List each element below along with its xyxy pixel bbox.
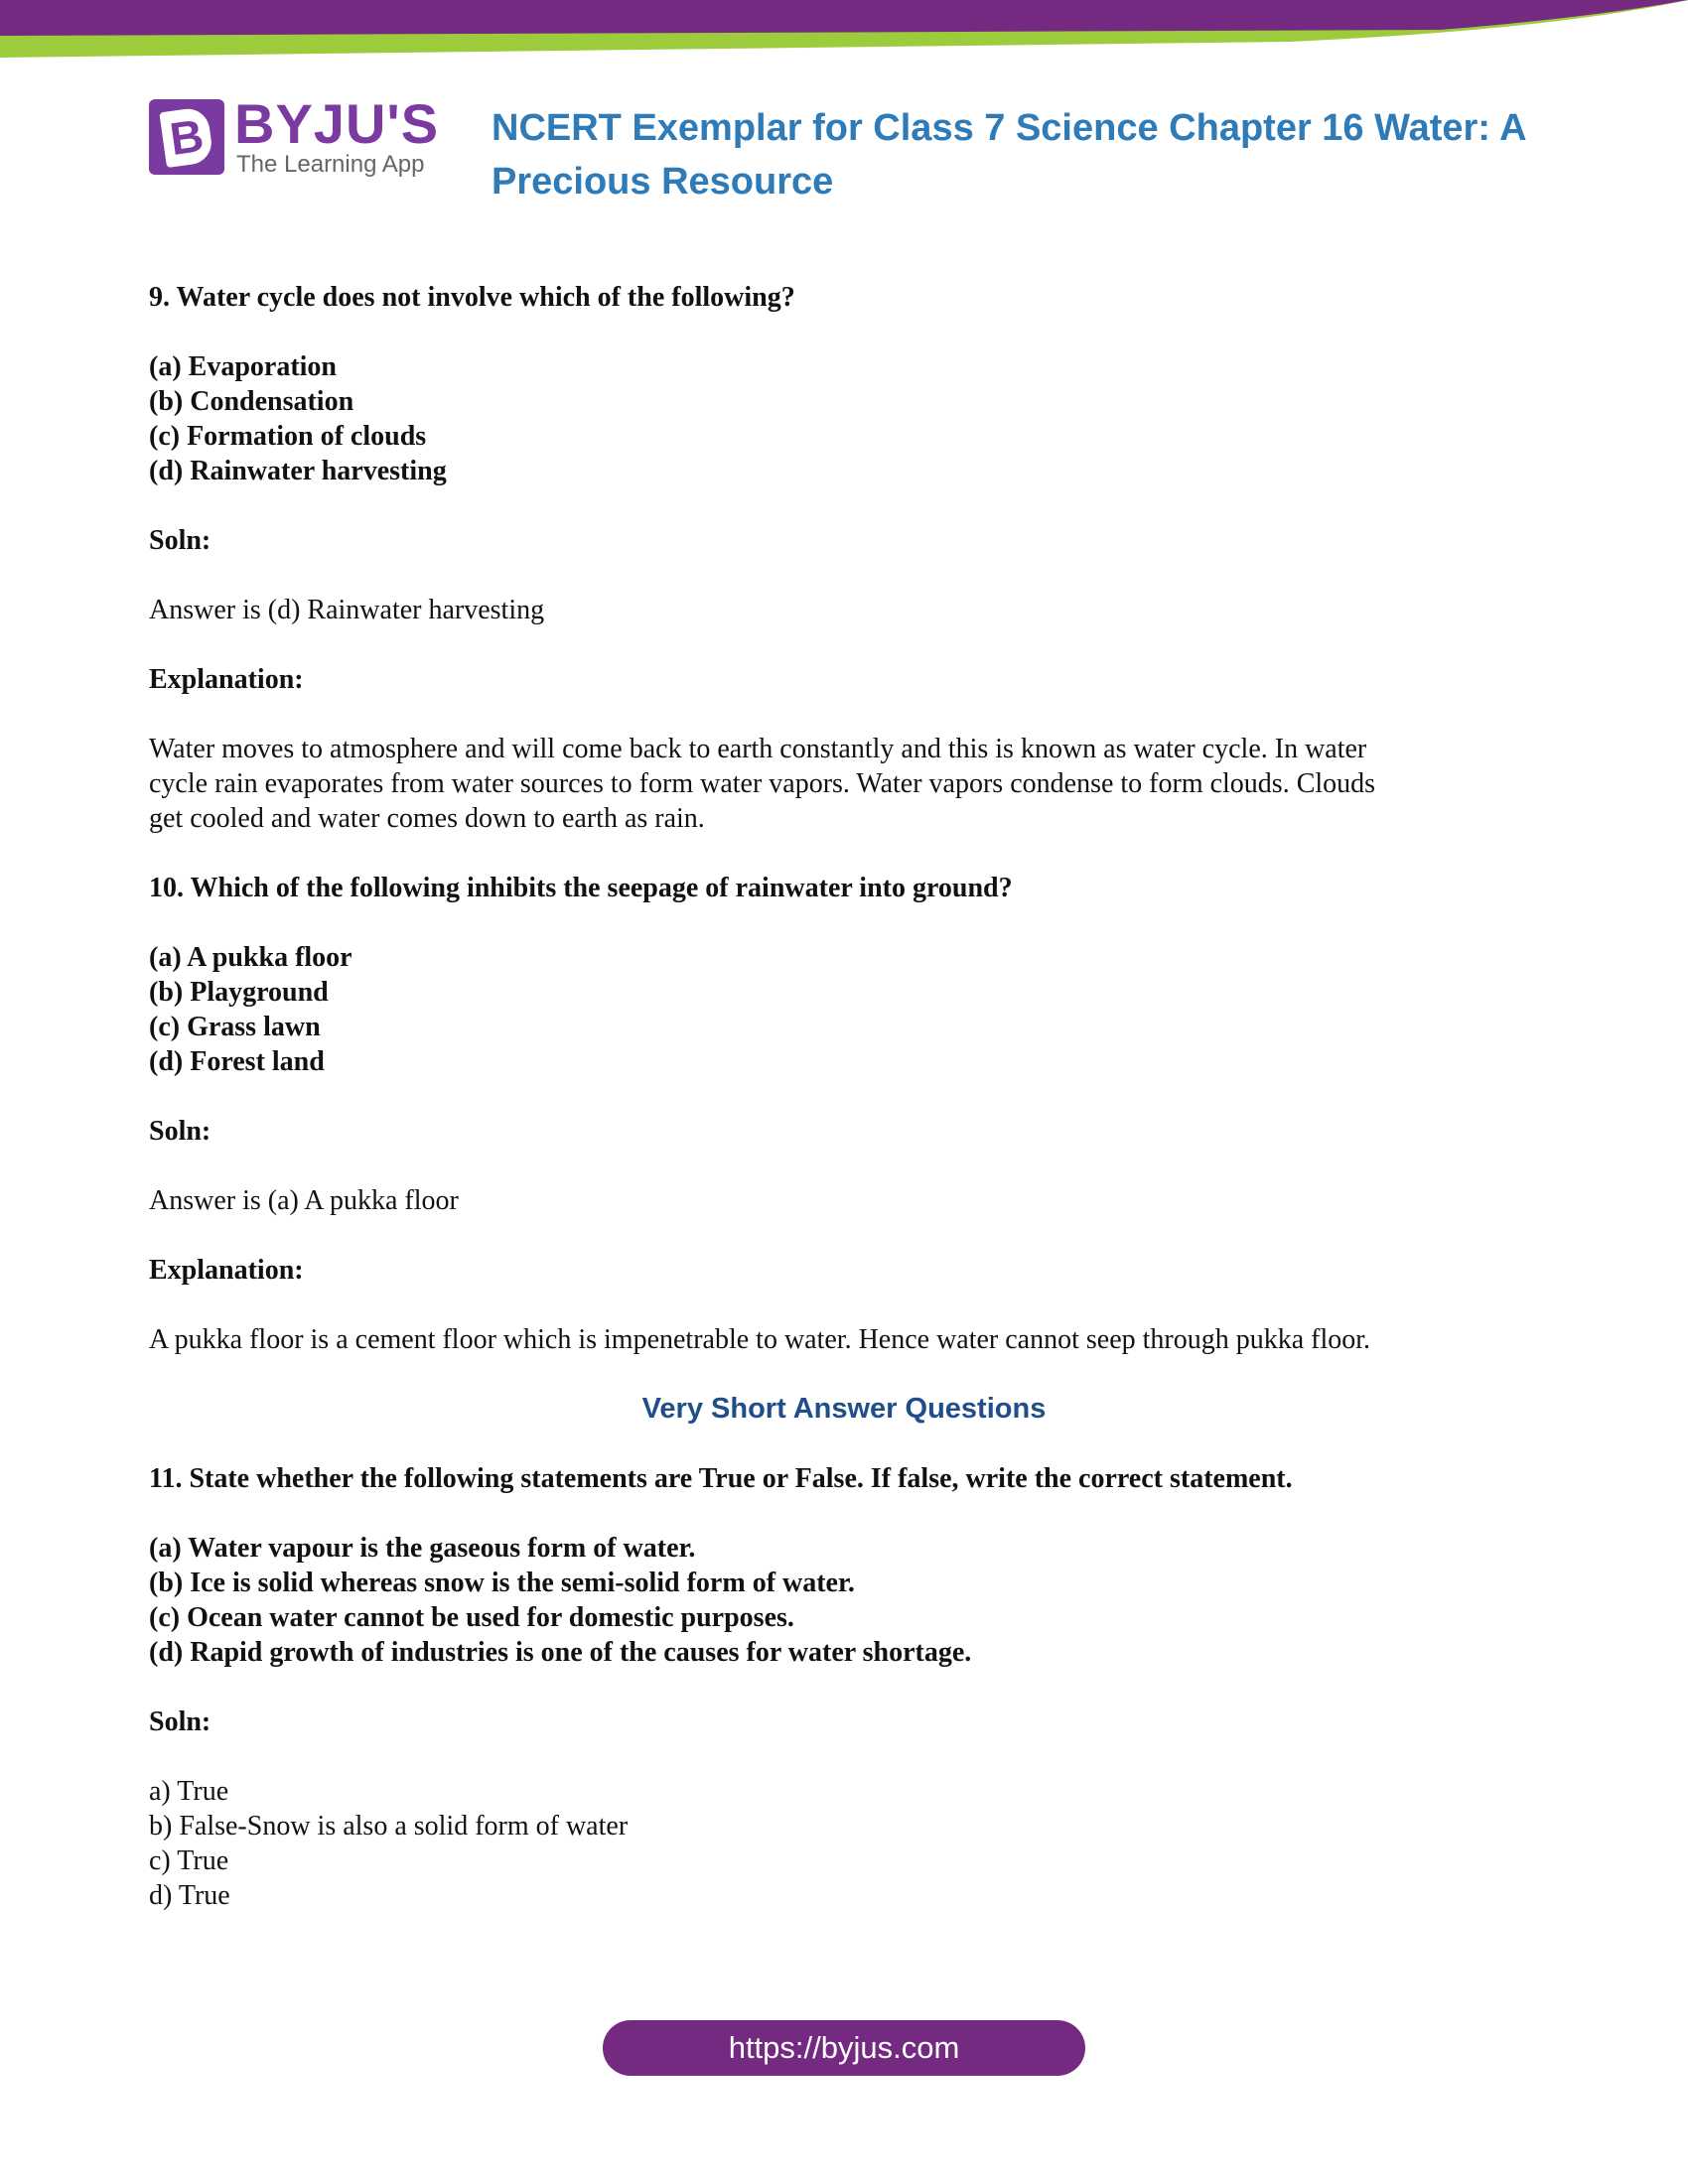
- q9-explanation-line-1: Water moves to atmosphere and will come back to earth constantly and this is known as water cycle. In water: [149, 734, 1367, 764]
- q10-answer: Answer is (a) A pukka floor: [149, 1185, 459, 1216]
- q9-answer: Answer is (d) Rainwater harvesting: [149, 595, 545, 625]
- footer-url-link[interactable]: https://byjus.com: [603, 2020, 1085, 2076]
- q11-answer-d: d) True: [149, 1880, 230, 1911]
- q10-option-d: (d) Forest land: [149, 1046, 325, 1077]
- logo-mark: B: [159, 106, 213, 168]
- q10-soln-label: Soln:: [149, 1116, 211, 1147]
- q11-answer-a: a) True: [149, 1776, 229, 1807]
- question-9: 9. Water cycle does not involve which of the following?: [149, 282, 795, 313]
- page-title-line-2: Precious Resource: [492, 161, 834, 203]
- q9-option-c: (c) Formation of clouds: [149, 421, 427, 452]
- q9-explanation-label: Explanation:: [149, 664, 304, 695]
- q10-option-b: (b) Playground: [149, 977, 329, 1008]
- document-body: [149, 280, 1539, 1913]
- q10-explanation: A pukka floor is a cement floor which is impenetrable to water. Hence water cannot seep through pukka floor.: [149, 1324, 1371, 1355]
- top-decorative-band: [0, 0, 1688, 60]
- q11-statement-a: (a) Water vapour is the gaseous form of water.: [149, 1533, 696, 1564]
- document-header: [149, 92, 1589, 214]
- q10-option-a: (a) A pukka floor: [149, 942, 352, 973]
- q11-answer-c: c) True: [149, 1845, 229, 1876]
- logo-tagline: The Learning App: [236, 151, 425, 178]
- question-11: 11. State whether the following statements are True or False. If false, write the correct statement.: [149, 1463, 1293, 1494]
- q9-option-b: (b) Condensation: [149, 386, 354, 417]
- logo-name: BYJU'S: [234, 92, 440, 155]
- q11-statement-b: (b) Ice is solid whereas snow is the semi-solid form of water.: [149, 1568, 855, 1598]
- page-title-line-1: NCERT Exemplar for Class 7 Science Chapter 16 Water: A: [492, 107, 1527, 149]
- q9-soln-label: Soln:: [149, 525, 211, 556]
- q10-explanation-label: Explanation:: [149, 1255, 304, 1286]
- byjus-logo[interactable]: [149, 92, 440, 179]
- q11-soln-label: Soln:: [149, 1706, 211, 1737]
- q11-statement-d: (d) Rapid growth of industries is one of the causes for water shortage.: [149, 1637, 972, 1668]
- q9-explanation-line-3: get cooled and water comes down to earth as rain.: [149, 803, 705, 834]
- q10-option-c: (c) Grass lawn: [149, 1012, 321, 1042]
- section-heading: Very Short Answer Questions: [641, 1393, 1047, 1425]
- q11-statement-c: (c) Ocean water cannot be used for domestic purposes.: [149, 1602, 794, 1633]
- q9-option-d: (d) Rainwater harvesting: [149, 456, 447, 486]
- q9-explanation-line-2: cycle rain evaporates from water sources to form water vapors. Water vapors condense to form clouds. Clouds: [149, 768, 1376, 799]
- q11-answer-b: b) False-Snow is also a solid form of water: [149, 1811, 629, 1842]
- page-title: [492, 101, 1584, 208]
- q9-option-a: (a) Evaporation: [149, 351, 337, 382]
- question-10: 10. Which of the following inhibits the seepage of rainwater into ground?: [149, 873, 1013, 903]
- logo-icon: [149, 99, 224, 175]
